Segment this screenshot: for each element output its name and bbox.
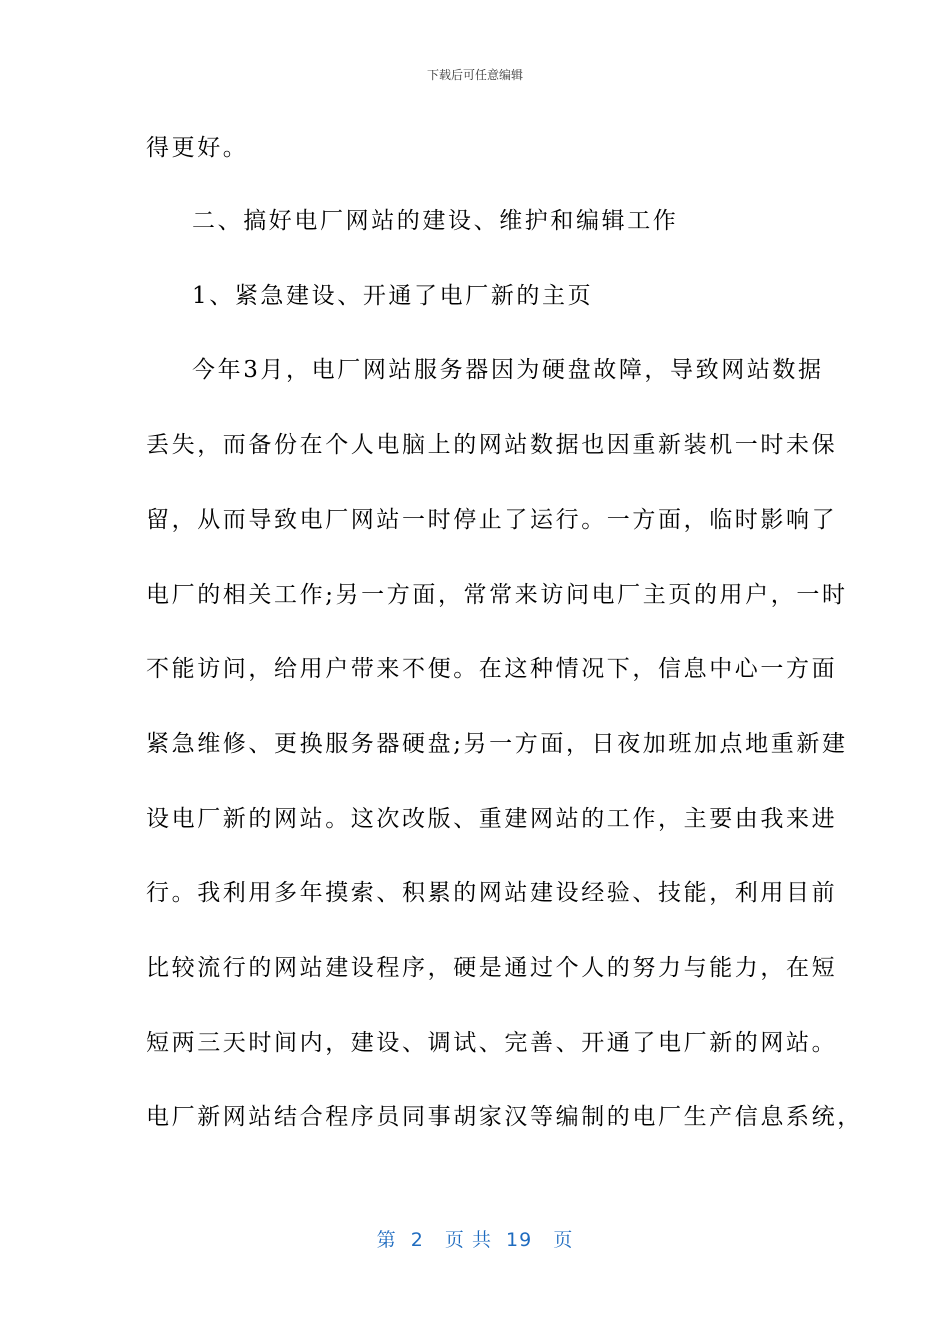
paragraph-line: 短两三天时间内，建设、调试、完善、开通了电厂新的网站。 (146, 1030, 838, 1056)
paragraph-line: 比较流行的网站建设程序，硬是通过个人的努力与能力，在短 (146, 955, 838, 981)
paragraph-line: 紧急维修、更换服务器硬盘;另一方面，日夜加班加点地重新建 (146, 731, 848, 757)
paragraph-line: 行。我利用多年摸索、积累的网站建设经验、技能，利用目前 (146, 880, 838, 906)
paragraph-line: 电厂新网站结合程序员同事胡家汉等编制的电厂生产信息系统， (146, 1104, 863, 1130)
header-note: 下载后可任意编辑 (426, 68, 523, 82)
paragraph-line: 得更好。 (146, 135, 249, 161)
subsection-heading: 1、紧急建设、开通了电厂新的主页 (192, 283, 594, 309)
paragraph-line: 丢失，而备份在个人电脑上的网站数据也因重新装机一时未保 (146, 432, 838, 458)
paragraph-line: 电厂的相关工作;另一方面，常常来访问电厂主页的用户，一时 (146, 582, 848, 608)
paragraph-line: 留，从而导致电厂网站一时停止了运行。一方面，临时影响了 (146, 507, 838, 533)
paragraph-line: 今年3月，电厂网站服务器因为硬盘故障，导致网站数据 (192, 357, 824, 383)
paragraph-line: 设电厂新的网站。这次改版、重建网站的工作，主要由我来进 (146, 806, 838, 832)
paragraph-line: 不能访问，给用户带来不便。在这种情况下，信息中心一方面 (146, 656, 838, 682)
section-heading: 二、搞好电厂网站的建设、维护和编辑工作 (192, 208, 679, 234)
page-number-footer: 第 2 页 共 19 页 (376, 1229, 574, 1251)
